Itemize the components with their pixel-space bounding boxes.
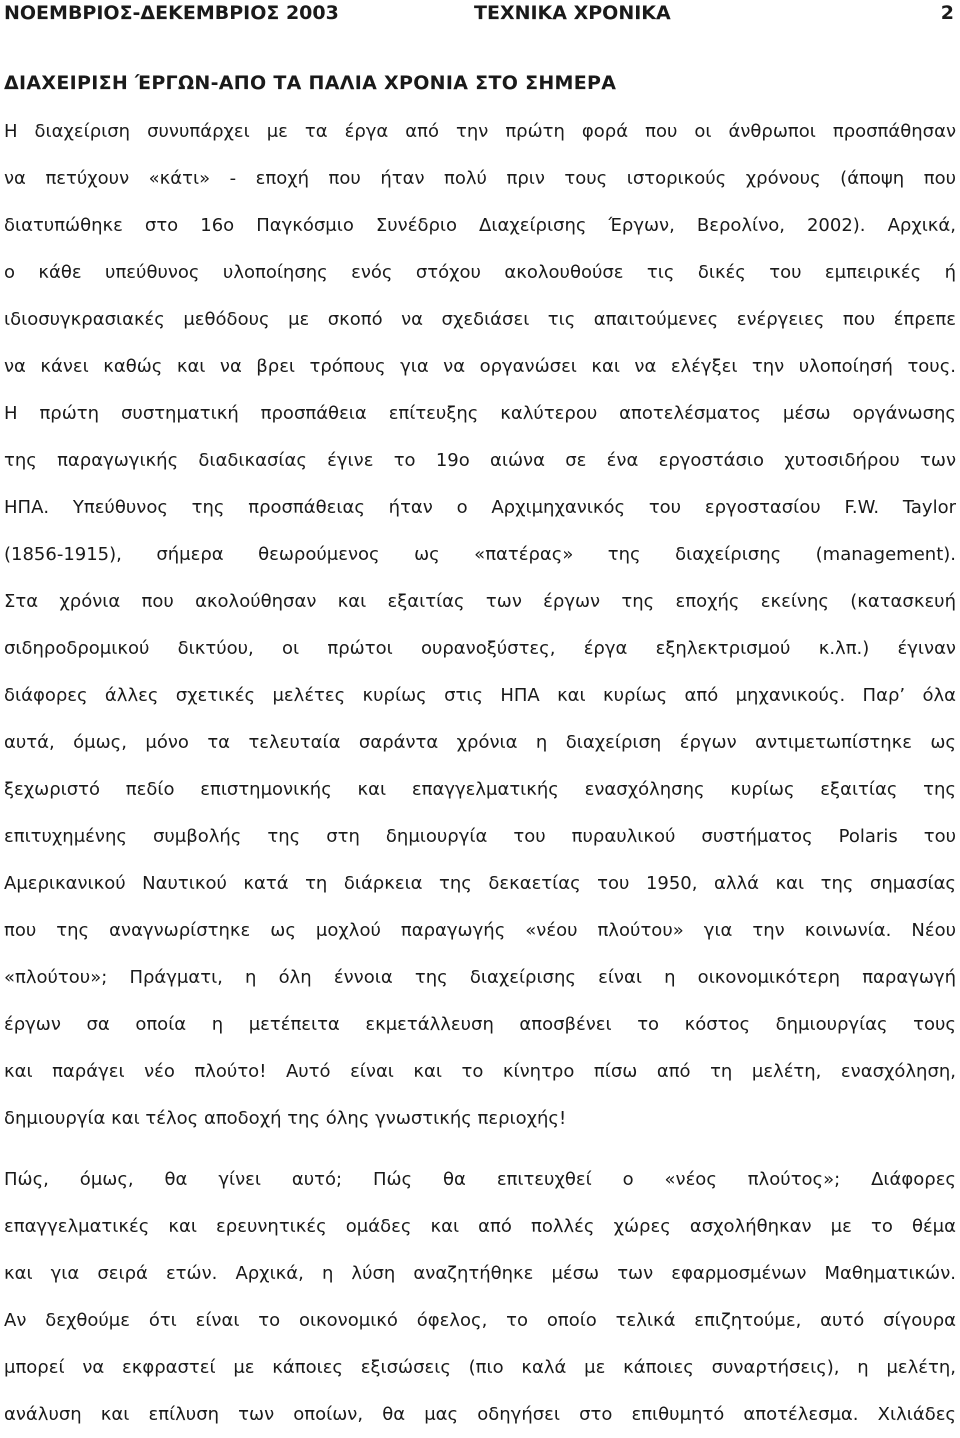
text-line: και για σειρά ετών. Αρχικά, η λύση αναζητήθηκε μέσω των εφαρμοσμένων Μαθηματικών. <box>4 1263 956 1284</box>
text-line: Στα χρόνια που ακολούθησαν και εξαιτίας των έργων της εποχής εκείνης (κατασκευή <box>4 591 956 612</box>
text-line: Η πρώτη συστηματική προσπάθεια επίτευξης καλύτερου αποτελέσματος μέσω οργάνωσης <box>4 403 956 424</box>
text-line: σιδηροδρομικού δικτύου, οι πρώτοι ουρανοξύστες, έργα εξηλεκτρισμού κ.λπ.) έγιναν <box>4 638 956 659</box>
text-line: της παραγωγικής διαδικασίας έγινε το 19ο αιώνα σε ένα εργοστάσιο χυτοσιδήρου των <box>4 450 956 471</box>
text-line: διάφορες άλλες σχετικές μελέτες κυρίως στις ΗΠΑ και κυρίως από μηχανικούς. Παρ’ όλα <box>4 685 956 706</box>
text-line: δημιουργία και τέλος αποδοχή της όλης γνωστικής περιοχής! <box>4 1108 567 1129</box>
text-line: επαγγελματικές και ερευνητικές ομάδες και από πολλές χώρες ασχολήθηκαν με το θέμα <box>4 1216 956 1237</box>
issue-date: ΝΟΕΜΒΡΙΟΣ-ΔΕΚΕΜΒΡΙΟΣ 2003 <box>4 2 339 24</box>
text-line: και παράγει νέο πλούτο! Αυτό είναι και το κίνητρο πίσω από τη μελέτη, ενασχόληση, <box>4 1061 956 1082</box>
text-line: ιδιοσυγκρασιακές μεθόδους με σκοπό να σχεδιάσει τις απαιτούμενες ενέργειες που έπρεπε <box>4 309 956 330</box>
text-line: ξεχωριστό πεδίο επιστημονικής και επαγγελματικής ενασχόλησης κυρίως εξαιτίας της <box>4 779 956 800</box>
text-line: διατυπώθηκε στο 16ο Παγκόσμιο Συνέδριο Διαχείρισης Έργων, Βερολίνο, 2002). Αρχικά, <box>4 215 956 236</box>
text-line: ανάλυση και επίλυση των οποίων, θα μας οδηγήσει στο επιθυμητό αποτέλεσμα. Χιλιάδες <box>4 1404 956 1425</box>
text-line: Πώς, όμως, θα γίνει αυτό; Πώς θα επιτευχθεί ο «νέος πλούτος»; Διάφορες <box>4 1169 956 1190</box>
text-line: που της αναγνωρίστηκε ως μοχλού παραγωγής «νέου πλούτου» για την κοινωνία. Νέου <box>4 920 956 941</box>
text-line: επιτυχημένης συμβολής της στη δημιουργία του πυραυλικού συστήματος Polaris του <box>4 826 956 847</box>
text-line: Η διαχείριση συνυπάρχει με τα έργα από την πρώτη φορά που οι άνθρωποι προσπάθησαν <box>4 121 956 142</box>
paragraph-2 <box>4 1156 956 1438</box>
text-line: (1856-1915), σήμερα θεωρούμενος ως «πατέρας» της διαχείρισης (management). <box>4 544 956 565</box>
page-number: 2 <box>940 2 954 24</box>
page-header <box>4 0 956 28</box>
paragraph-1 <box>4 108 956 1142</box>
text-line: «πλούτου»; Πράγματι, η όλη έννοια της διαχείρισης είναι η οικονομικότερη παραγωγή <box>4 967 956 988</box>
text-line: Αν δεχθούμε ότι είναι το οικονομικό όφελος, το οποίο τελικά επιζητούμε, αυτό σίγουρα <box>4 1310 956 1331</box>
text-line: μπορεί να εκφραστεί με κάποιες εξισώσεις (πιο καλά με κάποιες συναρτήσεις), η μελέτη, <box>4 1357 956 1378</box>
text-line: ο κάθε υπεύθυνος υλοποίησης ενός στόχου ακολουθούσε τις δικές του εμπειρικές ή <box>4 262 956 283</box>
text-line: αυτά, όμως, μόνο τα τελευταία σαράντα χρόνια η διαχείριση έργων αντιμετωπίστηκε ως <box>4 732 956 753</box>
text-line: έργων σα οποία η μετέπειτα εκμετάλλευση αποσβένει το κόστος δημιουργίας τους <box>4 1014 956 1035</box>
article-title: ΔΙΑΧΕΙΡΙΣΗ ΈΡΓΩΝ-ΑΠΟ ΤΑ ΠΑΛΙΑ ΧΡΟΝΙΑ ΣΤΟ ΣΗΜΕΡΑ <box>4 72 617 94</box>
text-line: να πετύχουν «κάτι» - εποχή που ήταν πολύ πριν τους ιστορικούς χρόνους (άποψη που <box>4 168 956 189</box>
publication-name: ΤΕΧΝΙΚΑ ΧΡΟΝΙΚΑ <box>474 2 671 24</box>
text-line: Αμερικανικού Ναυτικού κατά τη διάρκεια της δεκαετίας του 1950, αλλά και της σημασίας <box>4 873 956 894</box>
text-line: ΗΠΑ. Υπεύθυνος της προσπάθειας ήταν ο Αρχιμηχανικός του εργοστασίου F.W. Taylor <box>4 497 956 518</box>
text-line: να κάνει καθώς και να βρει τρόπους για να οργανώσει και να ελέγξει την υλοποίησή τους. <box>4 356 956 377</box>
